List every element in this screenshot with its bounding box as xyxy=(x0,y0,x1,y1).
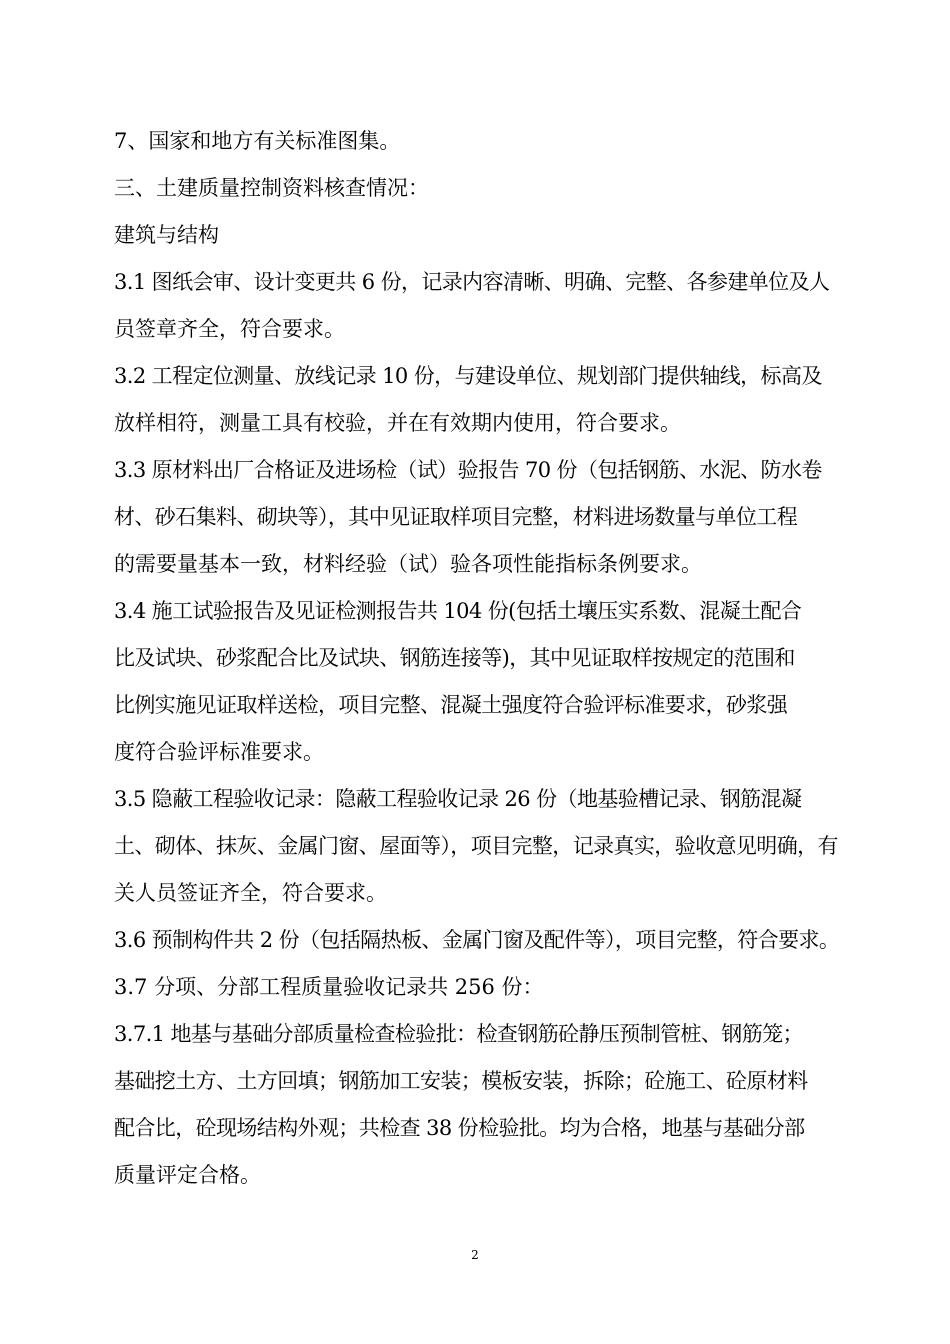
text-line: 配合比，砼现场结构外观；共检查 38 份检验批。均为合格，地基与基础分部 xyxy=(114,1116,805,1140)
text-line: 3.3 原材料出厂合格证及进场检（试）验报告 70 份（包括钢筋、水泥、防水卷 xyxy=(114,458,822,482)
text-line: 比例实施见证取样送检，项目完整、混凝土强度符合验评标准要求，砂浆强 xyxy=(114,693,788,717)
subsection-title: 建筑与结构 xyxy=(114,223,219,247)
text-line: 员签章齐全，符合要求。 xyxy=(114,317,345,341)
page-number: 2 xyxy=(471,1248,479,1262)
text-line: 比及试块、砂浆配合比及试块、钢筋连接等)，其中见证取样按规定的范围和 xyxy=(114,646,795,670)
text-line: 3.7 分项、分部工程质量验收记录共 256 份： xyxy=(114,975,544,999)
text-line: 3.6 预制构件共 2 份（包括隔热板、金属门窗及配件等），项目完整，符合要求。 xyxy=(114,928,840,952)
text-line: 3.2 工程定位测量、放线记录 10 份，与建设单位、规划部门提供轴线，标高及 xyxy=(114,364,822,388)
text-line: 的需要量基本一致，材料经验（试）验各项性能指标条例要求。 xyxy=(114,552,702,576)
text-line: 度符合验评标准要求。 xyxy=(114,740,324,764)
text-line: 材、砂石集料、砌块等），其中见证取样项目完整，材料进场数量与单位工程 xyxy=(114,505,798,529)
text-line: 3.5 隐蔽工程验收记录：隐蔽工程验收记录 26 份（地基验槽记录、钢筋混凝 xyxy=(114,787,802,811)
text-line: 基础挖土方、土方回填；钢筋加工安装；模板安装，拆除；砼施工、砼原材料 xyxy=(114,1069,808,1093)
text-line: 3.7.1 地基与基础分部质量检查检验批：检查钢筋砼静压预制管桩、钢筋笼； xyxy=(114,1022,803,1046)
text-line: 3.1 图纸会审、设计变更共 6 份，记录内容清晰、明确、完整、各参建单位及人 xyxy=(114,270,830,294)
text-line: 7、国家和地方有关标准图集。 xyxy=(114,129,401,153)
text-line: 关人员签证齐全，符合要求。 xyxy=(114,881,387,905)
section-heading: 三、土建质量控制资料核查情况： xyxy=(114,176,429,200)
text-line: 放样相符，测量工具有校验，并在有效期内使用，符合要求。 xyxy=(114,411,681,435)
text-line: 3.4 施工试验报告及见证检测报告共 104 份(包括土壤压实系数、混凝土配合 xyxy=(114,599,802,623)
text-line: 质量评定合格。 xyxy=(114,1163,261,1187)
document-body xyxy=(114,118,854,1199)
text-line: 土、砌体、抹灰、金属门窗、屋面等），项目完整，记录真实，验收意见明确，有 xyxy=(114,834,838,858)
